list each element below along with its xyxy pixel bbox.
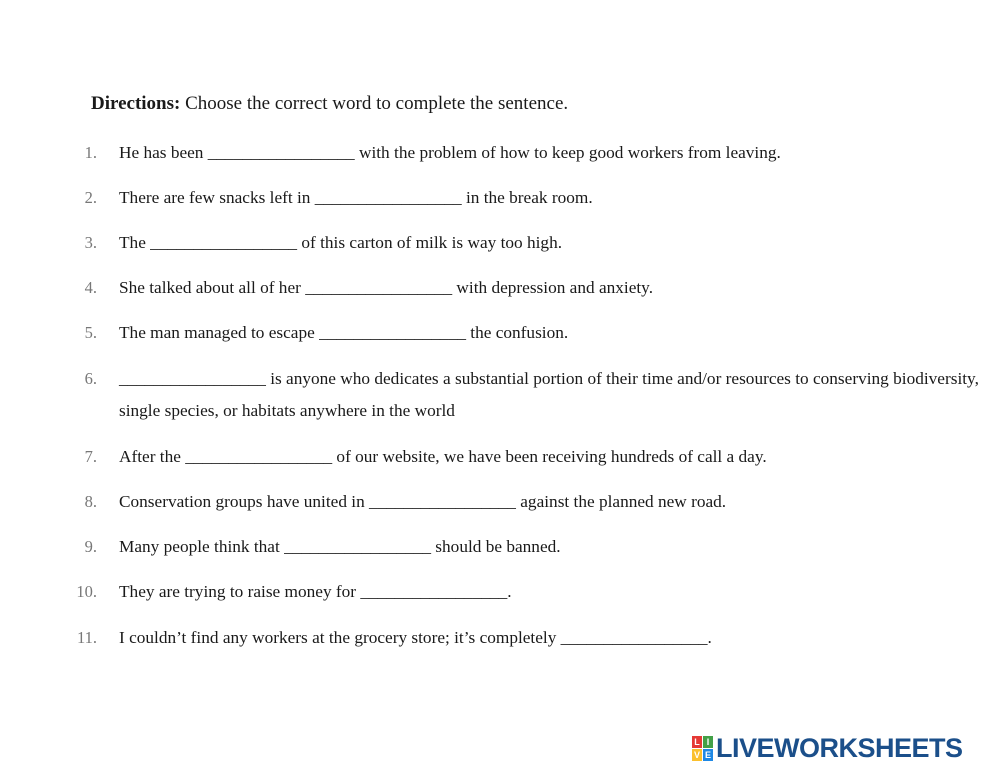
question-text: They are trying to raise money for _________________. [119, 582, 512, 601]
logo-mark-letter: I [703, 736, 713, 748]
question-text: After the _________________ of our website, we have been receiving hundreds of call a day. [119, 447, 767, 466]
logo-text: LIVEWORKSHEETS [716, 733, 963, 763]
question-number: 3. [84, 233, 97, 252]
question-text: Conservation groups have united in _________________ against the planned new road. [119, 492, 727, 511]
directions-label: Directions: [91, 93, 181, 114]
question-number: 1. [84, 143, 97, 162]
directions-text: Choose the correct word to complete the sentence. [180, 93, 569, 114]
question-text: He has been _________________ with the problem of how to keep good workers from leaving. [119, 143, 781, 162]
logo-mark-letter: L [692, 736, 702, 748]
question-number: 6. [84, 369, 97, 388]
question-number: 2. [84, 188, 97, 207]
question-text: I couldn’t find any workers at the grocery store; it’s completely _________________. [119, 628, 712, 647]
logo-mark-letter: V [693, 749, 700, 760]
question-number: 4. [84, 278, 97, 297]
question-number: 11. [76, 628, 97, 647]
logo-mark-icon [692, 736, 713, 761]
question-text: _________________ is anyone who dedicates a substantial portion of their time and/or resources to conserving biodiversity, single species, or habitats anywhere in the world [119, 369, 979, 420]
question-number: 10. [76, 582, 97, 601]
logo-mark-letter: E [704, 749, 711, 760]
question-number: 8. [84, 492, 97, 511]
question-text: She talked about all of her _________________ with depression and anxiety. [119, 278, 654, 297]
liveworksheets-logo [692, 734, 963, 762]
question-text: There are few snacks left in _________________ in the break room. [119, 188, 593, 207]
directions [91, 91, 568, 117]
question-number: 5. [84, 323, 97, 342]
question-text: Many people think that _________________ should be banned. [119, 537, 561, 556]
question-text: The _________________ of this carton of milk is way too high. [119, 233, 563, 252]
question-text: The man managed to escape _________________ the confusion. [119, 323, 569, 342]
question-number: 7. [84, 447, 97, 466]
question-number: 9. [84, 537, 97, 556]
